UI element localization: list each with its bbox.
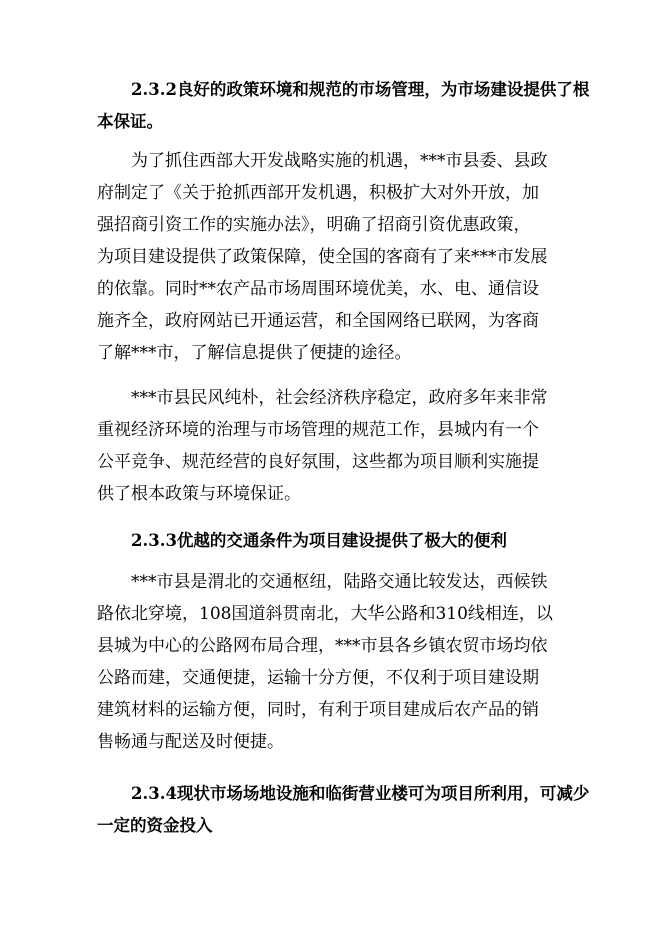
text-line: 了解***市，了解信息提供了便捷的途径。: [97, 343, 412, 363]
heading-line: 一定的资金投入: [97, 816, 213, 835]
heading-2-3-2: [97, 74, 590, 138]
heading-line: 2.3.3优越的交通条件为项目建设提供了极大的便利: [131, 531, 507, 550]
text-line: 施齐全，政府网站已开通运营，和全国网络已联网，为客商: [97, 311, 539, 331]
text-line: 公路而建，交通便捷，运输十分方便，不仅利于项目建设期: [97, 668, 539, 688]
paragraph-transport: [97, 566, 567, 758]
heading-2-3-3: [97, 525, 567, 557]
text-line: 售畅通与配送及时便捷。: [97, 732, 284, 752]
text-line: 的依靠。同时**农产品市场周围环境优美，水、电、通信设: [97, 279, 539, 299]
text-line: 供了根本政策与环境保证。: [97, 484, 301, 504]
heading-line: 2.3.4现状市场场地设施和临街营业楼可为项目所利用，可减少: [131, 784, 590, 803]
text-line: 县城为中心的公路网布局合理，***市县各乡镇农贸市场均依: [97, 636, 548, 656]
text-line: 路依北穿境，108国道斜贯南北，大华公路和310线相连，以: [97, 604, 553, 624]
text-line: 府制定了《关于抢抓西部开发机遇，积极扩大对外开放，加: [97, 183, 539, 203]
text-line: 公平竞争、规范经营的良好氛围，这些都为项目顺利实施提: [97, 452, 539, 472]
text-line: ***市县是渭北的交通枢纽，陆路交通比较发达，西候铁: [131, 572, 548, 592]
heading-2-3-4: [97, 778, 590, 842]
text-line: 重视经济环境的治理与市场管理的规范工作，县城内有一个: [97, 420, 539, 440]
paragraph-policy: [97, 145, 567, 369]
text-line: ***市县民风纯朴，社会经济秩序稳定，政府多年来非常: [131, 388, 548, 408]
heading-line: 本保证。: [97, 112, 163, 131]
text-line: 为了抓住西部大开发战略实施的机遇，***市县委、县政: [131, 151, 548, 171]
heading-line: 2.3.2良好的政策环境和规范的市场管理，为市场建设提供了根: [131, 80, 590, 99]
text-line: 建筑材料的运输方便，同时，有利于项目建成后农产品的销: [97, 700, 539, 720]
text-line: 为项目建设提供了政策保障，使全国的客商有了来***市发展: [97, 247, 548, 267]
paragraph-environment: [97, 382, 567, 510]
text-line: 强招商引资工作的实施办法》，明确了招商引资优惠政策，: [97, 215, 531, 235]
